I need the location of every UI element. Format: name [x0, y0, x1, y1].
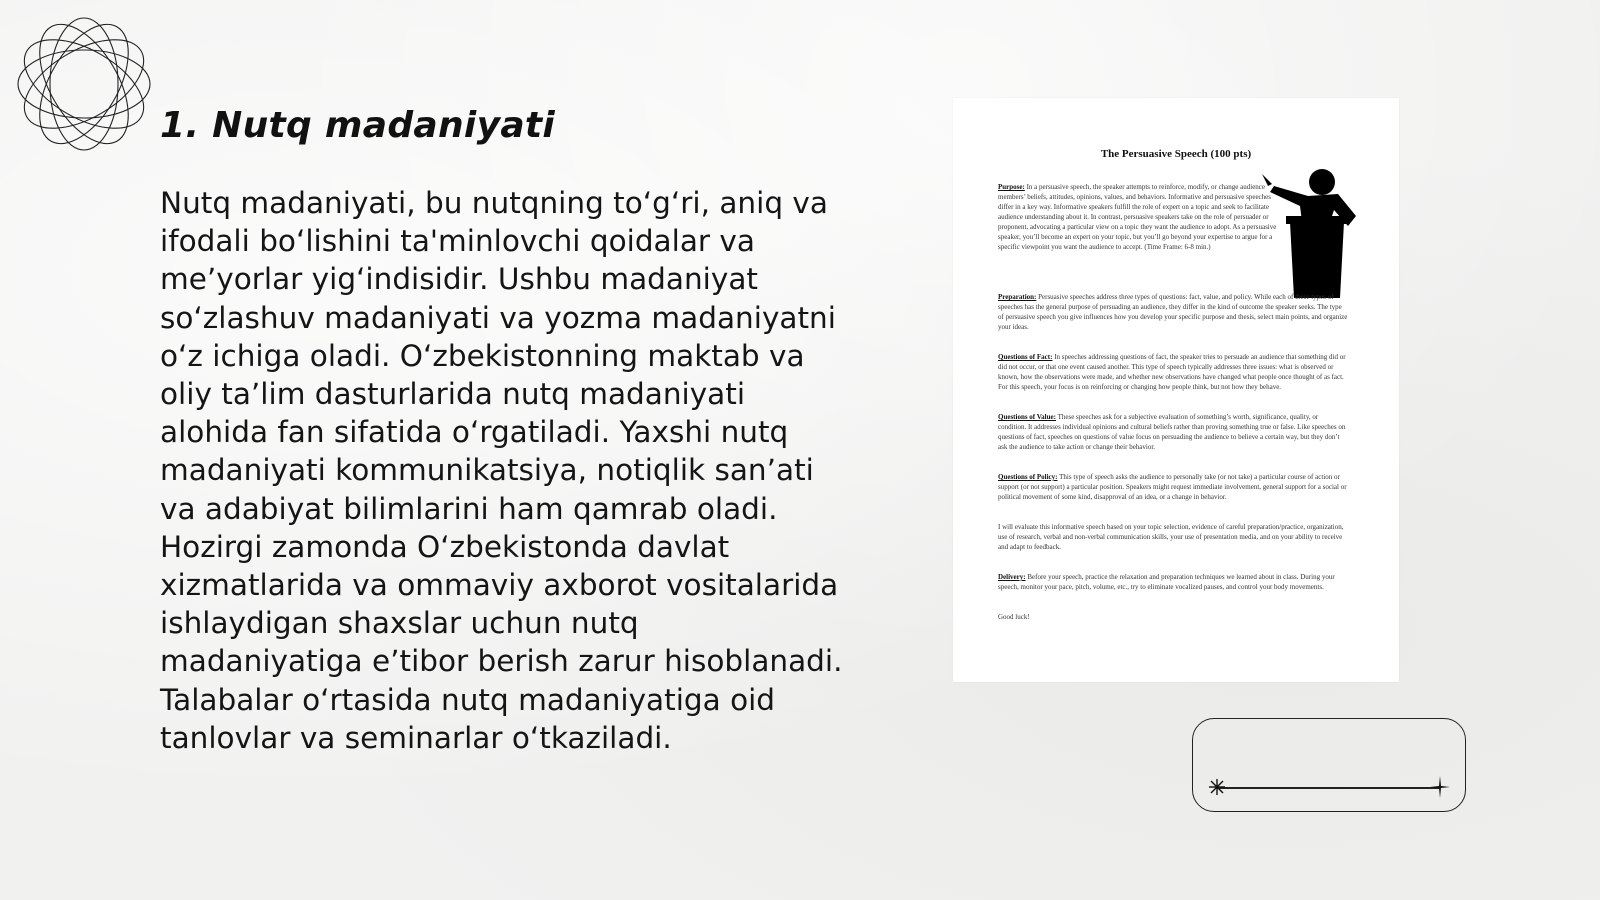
- slider-track[interactable]: [1217, 787, 1439, 789]
- document-paragraph: Preparation: Persuasive speeches address three types of questions: fact, value, and policy. While each of these types of speeches has the general purpose of persuading an audience, they differ in the kind of outcome the speaker seeks. The type of persuasive speech you give influences how you develop your specific purpose and thesis, select main points, and organize your ideas.: [998, 293, 1348, 331]
- circular-line-ornament-icon: [10, 10, 158, 158]
- document-paragraph: I will evaluate this informative speech based on your topic selection, evidence of careful preparation/practice, organization, use of research, verbal and non-verbal communication skills, your use of presentation media, and on your ability to receive and adapt to feedback.: [998, 523, 1344, 551]
- document-paragraph: Good luck!: [998, 613, 1030, 621]
- slide-title: 1. Nutq madaniyati: [160, 105, 556, 146]
- document-paragraph: Purpose: In a persuasive speech, the speaker attempts to reinforce, modify, or change audience members’ beliefs, attitudes, opinions, values, and behaviors. Informative and persuasive speeches differ in a key way. Informative speakers fulfill the role of expert on a topic and seek to facilitate audience understanding about it. In contrast, persuasive speakers take on the role of persuader or proponent, advocating a particular view on a topic they want the audience to adopt. As a persuasive speaker, you’ll become an expert on your topic, but you’ll go beyond your expertise to argue for a specific viewpoint you want the audience to accept. (Time Frame: 6-8 min.): [998, 183, 1277, 251]
- document-paragraph: Questions of Fact: In speeches addressing questions of fact, the speaker tries to persuade an audience that something did or did not occur, or that one event caused another. This type of speech typically addresses three issues: what is observed or known, how the observations were made, and whether new observations have changed what people once thought of as fact. For this speech, your focus is on reinforcing or changing how people think, but not how they behave.: [998, 353, 1346, 391]
- document-paragraph: Questions of Value: These speeches ask for a subjective evaluation of something’s worth, significance, quality, or condition. It addresses individual opinions and cultural beliefs rather than proving something true or false. Like speeches on questions of fact, speeches on questions of value focus on persuading the audience to believe a certain way, but they don’t ask the audience to take action or change their behavior.: [998, 413, 1346, 451]
- sparkle-icon: [1207, 777, 1227, 797]
- slide-body-text: Nutq madaniyati, bu nutqning to‘g‘ri, aniq va ifodali bo‘lishini ta'minlovchi qoidalar va me’yorlar yig‘indisidir. Ushbu madaniyat so‘zlashuv madaniyati va yozma madaniyatni o‘z ichiga oladi. O‘zbekistonning maktab va oliy ta’lim dasturlarida nutq madaniyati alohida fan sifatida o‘rgatiladi. Yaxshi nutq madaniyati kommunikatsiya, notiqlik san’ati va adabiyat bilimlarini ham qamrab oladi. Hozirgi zamonda O‘zbekistonda davlat xizmatlarida va ommaviy axborot vositalarida ishlaydigan shaxslar uchun nutq madaniyatiga e’tibor berish zarur hisoblanadi. Talabalar o‘rtasida nutq madaniyatiga oid tanlovlar va seminarlar o‘tkaziladi.: [160, 186, 843, 755]
- document-paragraph: Delivery: Before your speech, practice the relaxation and preparation techniques we learned about in class. During your speech, monitor your pace, pitch, volume, etc., try to eliminate vocalized pauses, and control your body movements.: [998, 573, 1335, 591]
- document-image: [953, 98, 1399, 682]
- slider-widget[interactable]: [1192, 718, 1466, 812]
- document-paragraph: Questions of Policy: This type of speech asks the audience to personally take (or not take) a particular course of action or support (or not support) a particular position. Speakers might request immediate involvement, general support for a social or political movement of some kind, disapproval of an idea, or a change in behavior.: [998, 473, 1347, 501]
- crosshair-star-icon[interactable]: [1430, 776, 1450, 798]
- document-title: The Persuasive Speech (100 pts): [1100, 148, 1252, 160]
